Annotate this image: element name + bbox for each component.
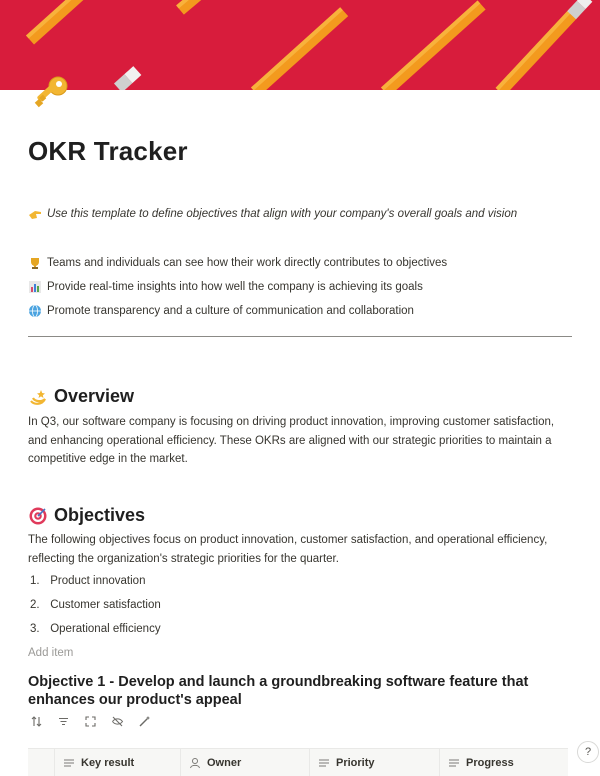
pencils-cover-image: [0, 0, 600, 90]
list-label: Operational efficiency: [50, 623, 161, 635]
overview-heading[interactable]: [28, 386, 134, 407]
column-header-key-result[interactable]: [54, 749, 180, 776]
overview-text: In Q3, our software company is focusing on driving product innovation, improving customer satisfaction, and enhancing operational efficiency. These OKRs are aligned with our strategic priorities to maintain a competitive edge in the market.: [28, 416, 555, 465]
trophy-icon: [28, 256, 42, 270]
column-label: Owner: [207, 757, 242, 769]
sort-icon[interactable]: [30, 715, 43, 728]
info-row-text: Provide real-time insights into how well the company is achieving its goals: [47, 281, 423, 293]
info-row-teams: [28, 256, 447, 270]
info-row-transparency: [28, 304, 414, 318]
callout-text: Use this template to define objectives that align with your company's overall goals and vision: [47, 208, 518, 220]
column-label: Progress: [466, 757, 514, 769]
info-row-text: Promote transparency and a culture of communication and collaboration: [47, 305, 414, 317]
list-number: 2.: [30, 599, 40, 611]
row-handle-column: [28, 749, 54, 776]
target-icon: [28, 506, 48, 526]
objectives-heading-text: Objectives: [54, 505, 146, 525]
list-item[interactable]: [30, 623, 161, 635]
column-label: Priority: [336, 757, 375, 769]
list-item[interactable]: [30, 575, 145, 587]
callout: [28, 207, 517, 221]
page-title[interactable]: OKR Tracker: [28, 136, 188, 166]
person-icon: [189, 757, 201, 769]
key-icon[interactable]: [28, 72, 74, 118]
column-header-owner[interactable]: [180, 749, 309, 776]
text-lines-icon: [63, 757, 75, 769]
globe-icon: [28, 304, 42, 318]
column-header-priority[interactable]: [309, 749, 439, 776]
dizzy-star-icon: [28, 387, 48, 407]
bar-chart-icon: [28, 280, 42, 294]
list-label: Product innovation: [50, 575, 146, 587]
info-row-text: Teams and individuals can see how their work directly contributes to objectives: [47, 257, 448, 269]
hide-icon[interactable]: [111, 715, 124, 728]
filter-icon[interactable]: [57, 715, 70, 728]
column-header-progress[interactable]: [439, 749, 568, 776]
list-number: 3.: [30, 623, 40, 635]
list-item[interactable]: [30, 599, 161, 611]
help-button[interactable]: ?: [577, 741, 599, 763]
expand-icon[interactable]: [84, 715, 97, 728]
text-lines-icon: [318, 757, 330, 769]
list-number: 1.: [30, 575, 40, 587]
list-label: Customer satisfaction: [50, 599, 161, 611]
add-item-button[interactable]: Add item: [28, 647, 74, 659]
overview-heading-text: Overview: [54, 386, 135, 406]
objectives-text: The following objectives focus on product innovation, customer satisfaction, and operational efficiency, reflecting the organization's strategic priorities for the quarter.: [28, 534, 548, 565]
info-row-insights: [28, 280, 423, 294]
objectives-heading[interactable]: [28, 505, 145, 526]
objective-1-heading[interactable]: Objective 1 - Develop and launch a groundbreaking software feature that enhances our product's appeal: [28, 674, 529, 708]
database-toolbar: [30, 715, 151, 728]
text-lines-icon: [448, 757, 460, 769]
table-header: [28, 748, 568, 776]
magic-wand-icon[interactable]: [138, 715, 151, 728]
column-label: Key result: [81, 757, 135, 769]
pointing-hand-icon: [28, 207, 42, 221]
page-cover[interactable]: [0, 0, 600, 90]
divider: [28, 336, 572, 337]
